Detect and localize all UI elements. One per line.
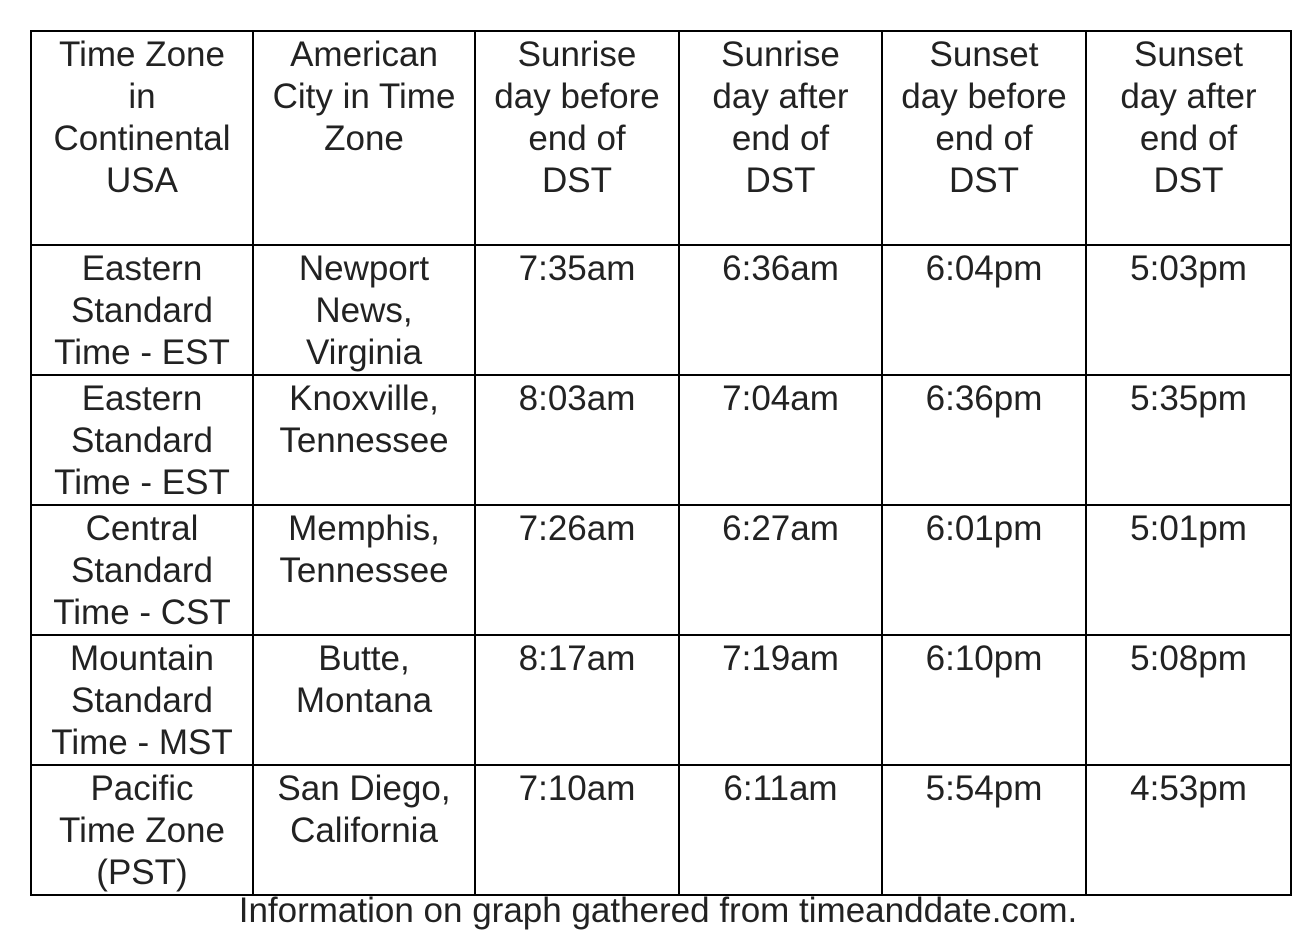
source-footnote: Information on graph gathered from timeanddate.com. — [238, 891, 1078, 930]
cell-time-zone — [31, 245, 253, 375]
cell-line: Standard — [70, 421, 214, 460]
cell-sunrise-after: 7:04am — [679, 375, 882, 505]
header-line: day after — [712, 77, 849, 116]
cell-line: Standard — [70, 291, 214, 330]
cell-line: Mountain — [70, 639, 214, 678]
cell-city — [253, 375, 475, 505]
header-line: USA — [106, 161, 178, 200]
cell-line: News, — [315, 291, 413, 330]
cell-line: Butte, — [318, 639, 410, 678]
cell-line: Eastern — [81, 249, 203, 288]
header-line: City in Time — [272, 77, 456, 116]
header-sunrise-after — [679, 31, 882, 245]
header-sunset-after — [1086, 31, 1291, 245]
header-line: DST — [745, 161, 816, 200]
header-line: day before — [494, 77, 660, 116]
table-header-row — [31, 31, 1291, 245]
cell-line: Central — [85, 509, 199, 548]
cell-sunset-after: 5:01pm — [1086, 505, 1291, 635]
cell-line: San Diego, — [277, 769, 451, 808]
cell-time-zone — [31, 635, 253, 765]
table-row — [31, 765, 1291, 895]
cell-time-zone — [31, 375, 253, 505]
cell-city — [253, 245, 475, 375]
cell-sunrise-before: 7:26am — [475, 505, 679, 635]
header-line: end of — [528, 119, 626, 158]
cell-sunrise-before: 7:10am — [475, 765, 679, 895]
dst-times-table — [30, 30, 1292, 896]
header-line: day after — [1120, 77, 1257, 116]
header-line: DST — [1153, 161, 1224, 200]
cell-line: Time Zone — [59, 811, 225, 850]
header-line: Zone — [324, 119, 404, 158]
table-row — [31, 245, 1291, 375]
cell-sunset-before: 6:10pm — [882, 635, 1086, 765]
cell-line: Pacific — [90, 769, 194, 808]
cell-line: Tennessee — [279, 551, 449, 590]
cell-city — [253, 505, 475, 635]
cell-line: Virginia — [305, 333, 423, 372]
table-row — [31, 375, 1291, 505]
header-time-zone — [31, 31, 253, 245]
cell-sunset-before: 5:54pm — [882, 765, 1086, 895]
cell-city — [253, 765, 475, 895]
header-city — [253, 31, 475, 245]
header-line: DST — [949, 161, 1019, 200]
cell-line: Montana — [295, 681, 433, 720]
cell-sunrise-before: 8:03am — [475, 375, 679, 505]
cell-time-zone — [31, 765, 253, 895]
cell-line: Time - CST — [53, 593, 231, 632]
cell-line: Memphis, — [288, 509, 440, 548]
cell-line: Time - EST — [54, 463, 230, 502]
cell-sunrise-after: 6:11am — [679, 765, 882, 895]
header-line: DST — [542, 161, 612, 200]
header-line: Sunrise — [517, 35, 637, 74]
cell-city — [253, 635, 475, 765]
cell-line: California — [290, 811, 438, 850]
header-sunrise-before — [475, 31, 679, 245]
header-line: Continental — [53, 119, 231, 158]
cell-line: Newport — [298, 249, 430, 288]
table-row — [31, 505, 1291, 635]
header-line: Time Zone — [59, 35, 225, 74]
header-line: Sunset — [1134, 35, 1243, 74]
header-line: American — [290, 35, 438, 74]
cell-line: Standard — [70, 681, 214, 720]
cell-sunset-after: 5:03pm — [1086, 245, 1291, 375]
cell-line: Knoxville, — [289, 379, 439, 418]
header-line: Sunrise — [721, 35, 840, 74]
cell-sunset-before: 6:01pm — [882, 505, 1086, 635]
cell-sunrise-before: 7:35am — [475, 245, 679, 375]
cell-time-zone — [31, 505, 253, 635]
header-line: end of — [1139, 119, 1238, 158]
cell-line: Time - EST — [54, 333, 230, 372]
cell-sunset-before: 6:04pm — [882, 245, 1086, 375]
cell-sunset-after: 4:53pm — [1086, 765, 1291, 895]
cell-sunrise-after: 6:27am — [679, 505, 882, 635]
cell-line: Standard — [70, 551, 214, 590]
cell-sunrise-after: 7:19am — [679, 635, 882, 765]
cell-sunrise-before: 8:17am — [475, 635, 679, 765]
header-line: Sunset — [929, 35, 1039, 74]
cell-line: (PST) — [96, 853, 188, 892]
cell-line: Tennessee — [279, 421, 449, 460]
header-line: end of — [935, 119, 1033, 158]
header-sunset-before — [882, 31, 1086, 245]
header-line: end of — [731, 119, 830, 158]
cell-line: Time - MST — [51, 723, 233, 762]
header-line: in — [128, 77, 156, 116]
cell-sunset-after: 5:35pm — [1086, 375, 1291, 505]
cell-sunset-after: 5:08pm — [1086, 635, 1291, 765]
cell-line: Eastern — [81, 379, 203, 418]
table-row — [31, 635, 1291, 765]
cell-sunrise-after: 6:36am — [679, 245, 882, 375]
header-line: day before — [901, 77, 1067, 116]
cell-sunset-before: 6:36pm — [882, 375, 1086, 505]
